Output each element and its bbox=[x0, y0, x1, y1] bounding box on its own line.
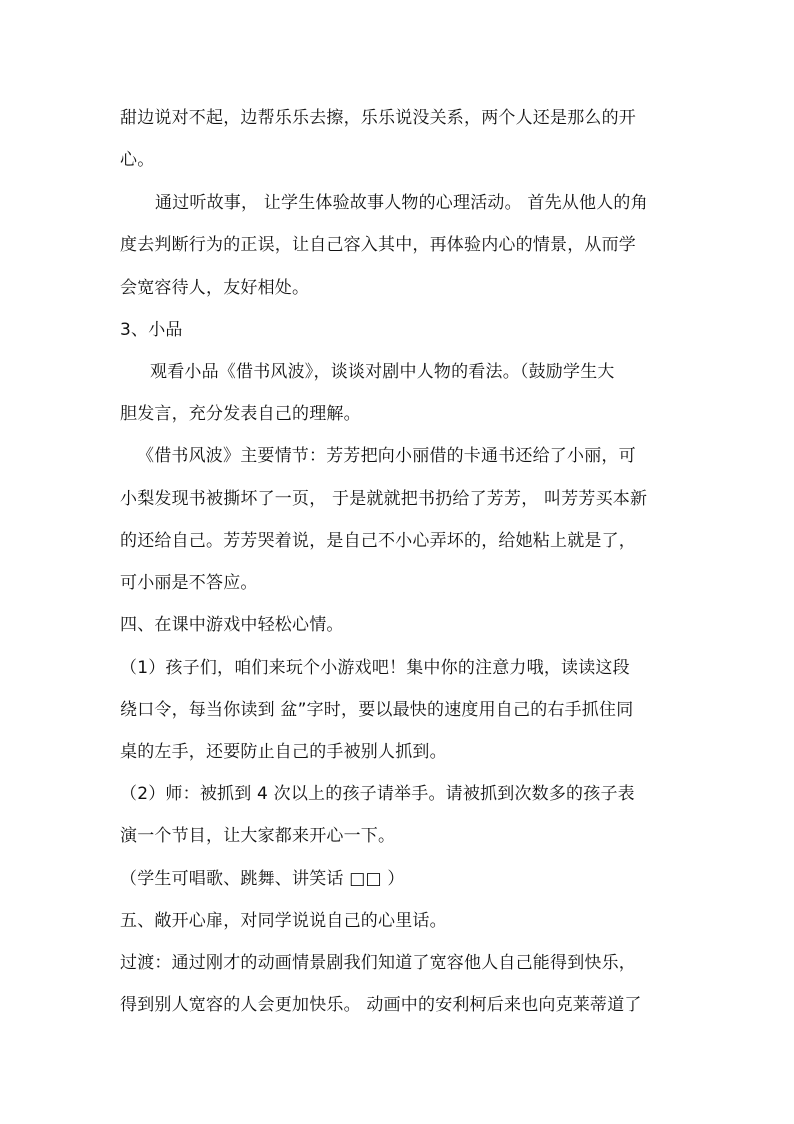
text-line-12: 可小丽是不答应。 bbox=[120, 573, 258, 593]
text-line-14: （1）孩子们，咱们来玩个小游戏吧！集中你的注意力哦，读读这段 bbox=[120, 658, 630, 678]
text-line-22: 得到别人宽容的人会更加快乐。 动画中的安利柯后来也向克莱蒂道了 bbox=[120, 995, 642, 1015]
text-line-18: 演一个节目，让大家都来开心一下。 bbox=[120, 826, 396, 846]
text-line-1: 甜边说对不起，边帮乐乐去擦，乐乐说没关系，两个人还是那么的开 bbox=[120, 108, 636, 128]
text-line-8: 胆发言，充分发表自己的理解。 bbox=[120, 404, 361, 424]
text-line-7: 观看小品《借书风波》，谈谈对剧中人物的看法。（鼓励学生大 bbox=[150, 362, 615, 382]
text-line-15: 绕口令，每当你读到 盆”字时，要以最快的速度用自己的右手抓住同 bbox=[120, 700, 634, 720]
text-line-10: 小梨发现书被撕坏了一页， 于是就就把书扔给了芳芳， 叫芳芳买本新 bbox=[120, 489, 648, 509]
text-line-9: 《借书风波》主要情节：芳芳把向小丽借的卡通书还给了小丽，可 bbox=[137, 446, 636, 466]
text-line-19: （学生可唱歌、跳舞、讲笑话 □□ ） bbox=[120, 869, 405, 889]
text-line-3: 通过听故事， 让学生体验故事人物的心理活动。 首先从他人的角 bbox=[155, 193, 648, 213]
section-heading-5: 五、敞开心扉，对同学说说自己的心里话。 bbox=[120, 911, 447, 931]
text-line-11: 的还给自己。芳芳哭着说，是自己不小心弄坏的，给她粘上就是了， bbox=[120, 531, 636, 551]
text-line-16: 桌的左手，还要防止自己的手被别人抓到。 bbox=[120, 742, 447, 762]
section-heading-3: 3、小品 bbox=[120, 320, 183, 340]
section-heading-4: 四、在课中游戏中轻松心情。 bbox=[120, 615, 344, 635]
text-line-17: （2）师：被抓到 4 次以上的孩子请举手。请被抓到次数多的孩子表 bbox=[120, 784, 635, 804]
text-line-2: 心。 bbox=[120, 150, 155, 170]
text-line-5: 会宽容待人，友好相处。 bbox=[120, 278, 310, 298]
text-line-21: 过渡：通过刚才的动画情景剧我们知道了宽容他人自己能得到快乐， bbox=[120, 953, 636, 973]
text-line-4: 度去判断行为的正误，让自己容入其中，再体验内心的情景，从而学 bbox=[120, 235, 636, 255]
